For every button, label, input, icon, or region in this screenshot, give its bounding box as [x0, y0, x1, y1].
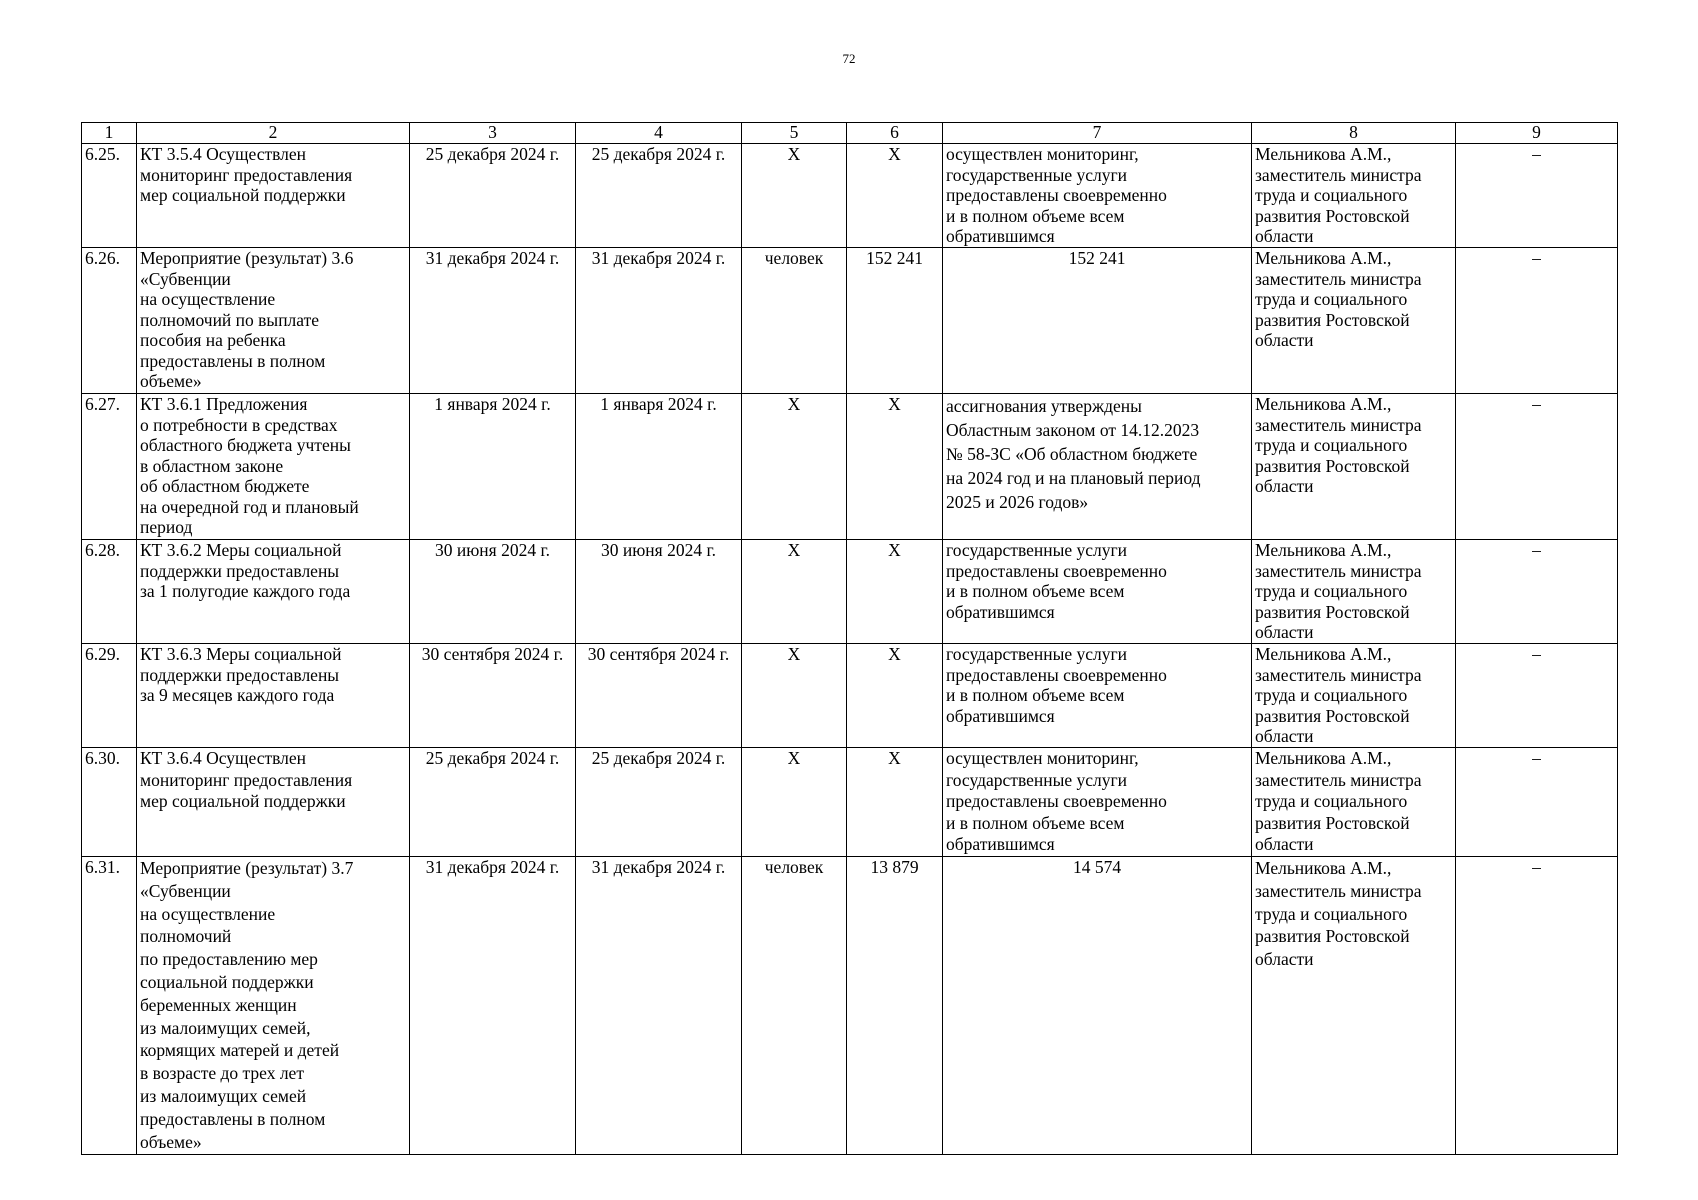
event-name: КТ 3.6.4 Осуществлен мониторинг предоставления мер социальной поддержки [137, 748, 410, 857]
event-name: КТ 3.6.1 Предложения о потребности в средствах областного бюджета учтены в областном законе об областном бюджете на очередной год и плановый период [137, 394, 410, 540]
end-date: 25 декабря 2024 г. [576, 144, 742, 248]
fact-value: осуществлен мониторинг, государственные услуги предоставлены своевременно и в полном объеме всем обратившимся [943, 144, 1252, 248]
fact-value: государственные услуги предоставлены своевременно и в полном объеме всем обратившимся [943, 540, 1252, 644]
header-row [82, 123, 1618, 144]
note: – [1456, 248, 1618, 394]
plan-value: Х [847, 748, 943, 857]
plan-value: 152 241 [847, 248, 943, 394]
header-cell: 8 [1252, 123, 1456, 144]
event-name: КТ 3.6.2 Меры социальной поддержки предоставлены за 1 полугодие каждого года [137, 540, 410, 644]
row-number: 6.26. [82, 248, 137, 394]
start-date: 30 июня 2024 г. [410, 540, 576, 644]
event-name: Мероприятие (результат) 3.7 «Субвенции на осуществление полномочий по предоставлению мер социальной поддержки беременных женщин из малоимущих семей, кормящих матерей и детей в возрасте до трех лет из малоимущих семей предоставлены в полном объеме» [137, 857, 410, 1155]
start-date: 31 декабря 2024 г. [410, 857, 576, 1155]
row-number: 6.30. [82, 748, 137, 857]
header-cell: 4 [576, 123, 742, 144]
row-number: 6.31. [82, 857, 137, 1155]
note: – [1456, 394, 1618, 540]
plan-value: Х [847, 644, 943, 748]
unit: человек [742, 857, 847, 1155]
start-date: 30 сентября 2024 г. [410, 644, 576, 748]
table-row [82, 394, 1618, 540]
start-date: 25 декабря 2024 г. [410, 748, 576, 857]
note: – [1456, 644, 1618, 748]
unit: Х [742, 394, 847, 540]
table-row [82, 748, 1618, 857]
end-date: 1 января 2024 г. [576, 394, 742, 540]
header-cell: 3 [410, 123, 576, 144]
unit: Х [742, 540, 847, 644]
unit: Х [742, 144, 847, 248]
responsible: Мельникова А.М., заместитель министра труда и социального развития Ростовской области [1252, 394, 1456, 540]
unit: Х [742, 644, 847, 748]
header-cell: 1 [82, 123, 137, 144]
header-cell: 7 [943, 123, 1252, 144]
fact-value: ассигнования утверждены Областным законом от 14.12.2023 № 58-ЗС «Об областном бюджете на 2024 год и на плановый период 2025 и 2026 годов» [943, 394, 1252, 540]
header-cell: 2 [137, 123, 410, 144]
start-date: 1 января 2024 г. [410, 394, 576, 540]
fact-value: 152 241 [943, 248, 1252, 394]
responsible: Мельникова А.М., заместитель министра труда и социального развития Ростовской области [1252, 540, 1456, 644]
row-number: 6.25. [82, 144, 137, 248]
table-row [82, 644, 1618, 748]
plan-value: Х [847, 540, 943, 644]
event-name: Мероприятие (результат) 3.6 «Субвенции на осуществление полномочий по выплате пособия на ребенка предоставлены в полном объеме» [137, 248, 410, 394]
header-cell: 9 [1456, 123, 1618, 144]
table-row [82, 248, 1618, 394]
end-date: 30 июня 2024 г. [576, 540, 742, 644]
note: – [1456, 144, 1618, 248]
table-row [82, 144, 1618, 248]
events-table [81, 122, 1618, 1155]
page-number: 72 [842, 51, 856, 66]
note: – [1456, 857, 1618, 1155]
end-date: 31 декабря 2024 г. [576, 857, 742, 1155]
end-date: 31 декабря 2024 г. [576, 248, 742, 394]
responsible: Мельникова А.М., заместитель министра труда и социального развития Ростовской области [1252, 248, 1456, 394]
event-name: КТ 3.5.4 Осуществлен мониторинг предоставления мер социальной поддержки [137, 144, 410, 248]
plan-value: 13 879 [847, 857, 943, 1155]
row-number: 6.27. [82, 394, 137, 540]
start-date: 31 декабря 2024 г. [410, 248, 576, 394]
unit: Х [742, 748, 847, 857]
event-name: КТ 3.6.3 Меры социальной поддержки предоставлены за 9 месяцев каждого года [137, 644, 410, 748]
row-number: 6.29. [82, 644, 137, 748]
header-cell: 6 [847, 123, 943, 144]
plan-value: Х [847, 144, 943, 248]
responsible: Мельникова А.М., заместитель министра труда и социального развития Ростовской области [1252, 748, 1456, 857]
responsible: Мельникова А.М., заместитель министра труда и социального развития Ростовской области [1252, 144, 1456, 248]
table-row [82, 540, 1618, 644]
start-date: 25 декабря 2024 г. [410, 144, 576, 248]
responsible: Мельникова А.М., заместитель министра труда и социального развития Ростовской области [1252, 644, 1456, 748]
fact-value: государственные услуги предоставлены своевременно и в полном объеме всем обратившимся [943, 644, 1252, 748]
unit: человек [742, 248, 847, 394]
responsible: Мельникова А.М., заместитель министра труда и социального развития Ростовской области [1252, 857, 1456, 1155]
header-cell: 5 [742, 123, 847, 144]
plan-value: Х [847, 394, 943, 540]
note: – [1456, 748, 1618, 857]
end-date: 25 декабря 2024 г. [576, 748, 742, 857]
fact-value: осуществлен мониторинг, государственные услуги предоставлены своевременно и в полном объеме всем обратившимся [943, 748, 1252, 857]
note: – [1456, 540, 1618, 644]
row-number: 6.28. [82, 540, 137, 644]
fact-value: 14 574 [943, 857, 1252, 1155]
end-date: 30 сентября 2024 г. [576, 644, 742, 748]
table-row [82, 857, 1618, 1155]
